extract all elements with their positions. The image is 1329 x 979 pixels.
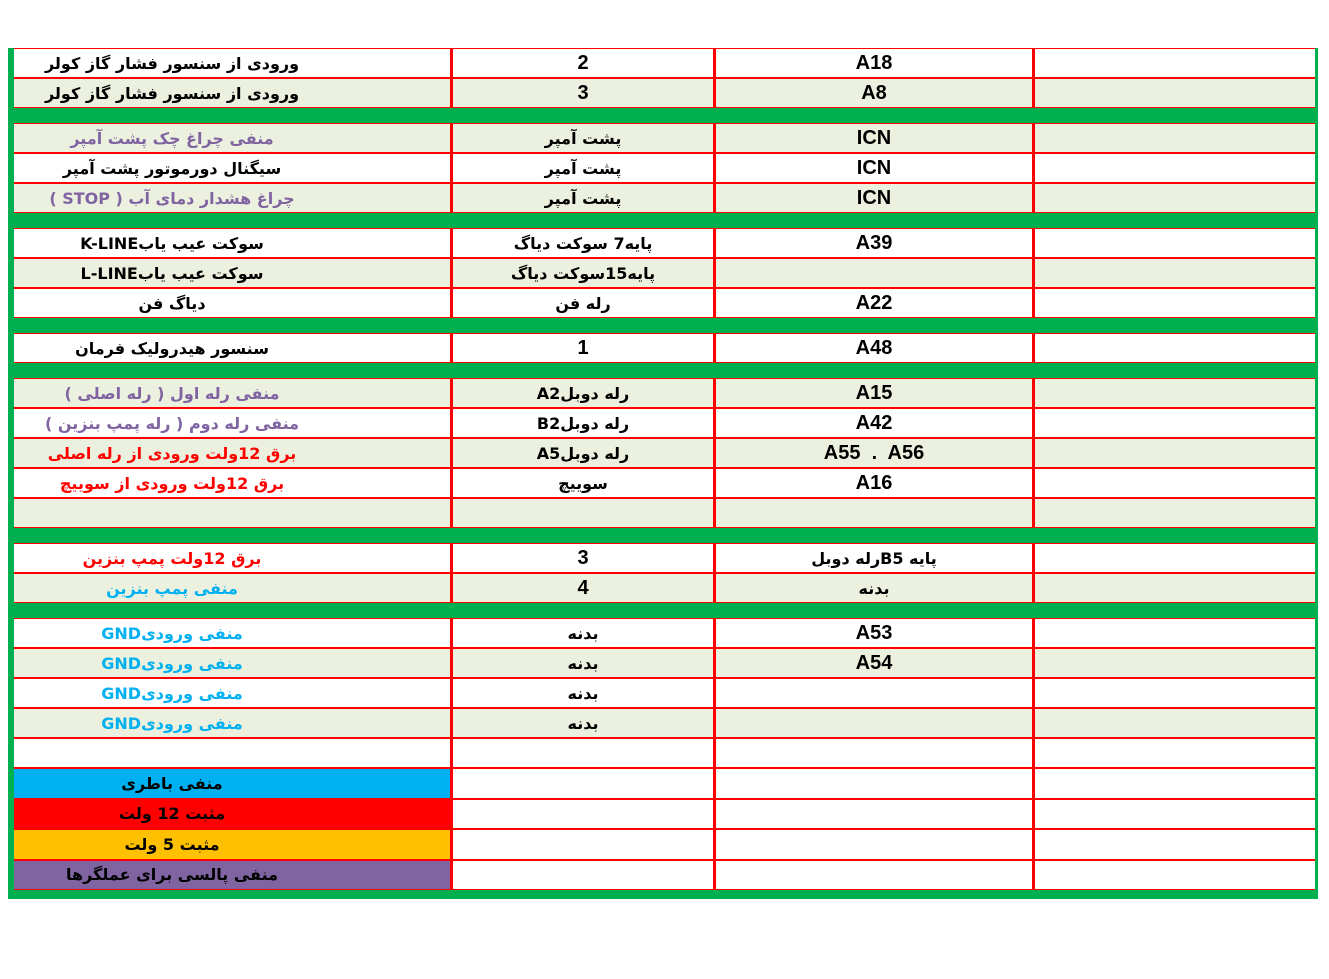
table-row [8,258,1318,288]
ecu-pin-value: بدنه [858,578,890,598]
ecu-pin-cell [713,408,1032,438]
connection-value: پایه7 سوکت دیاگ [513,233,653,253]
legend-label: مثبت 5 ولت [124,834,220,854]
legend-label-cell [14,860,450,891]
connection-cell [450,498,713,528]
connection-cell [450,799,713,830]
connection-cell [450,648,713,678]
ecu-pin-value: A15 [855,381,893,404]
legend-row [8,860,1318,891]
empty-cell [1032,768,1315,799]
table-row [8,333,1318,363]
ecu-pin-cell [713,768,1032,799]
ecu-pin-cell [713,678,1032,708]
ecu-pin-value: A16 [855,471,893,494]
pin-description: منفی چراغ چک پشت آمپر [70,128,274,148]
empty-cell [1032,408,1315,438]
description-cell [14,78,450,108]
empty-cell [1032,829,1315,860]
empty-cell [1032,618,1315,648]
pin-table [8,48,1318,899]
empty-cell [1032,573,1315,603]
connection-value: رله دوبلA5 [536,443,630,463]
connection-value: پشت آمپر [544,188,622,208]
pin-description: برق 12ولت پمپ بنزین [82,548,262,568]
description-cell [14,288,450,318]
table-row [8,228,1318,258]
pin-description: دیاگ فن [138,293,206,313]
separator-row [8,318,1318,333]
ecu-pin-cell [713,438,1032,468]
description-cell [14,183,450,213]
ecu-pin-value: A42 [855,411,893,434]
connection-value: بدنه [567,623,599,643]
description-cell [14,618,450,648]
table-row [8,498,1318,528]
table-row [8,378,1318,408]
ecu-pin-cell [713,78,1032,108]
table-row [8,618,1318,648]
ecu-pin-value: A55 . A56 [823,441,925,464]
empty-cell [1032,258,1315,288]
ecu-pin-cell [713,708,1032,738]
connection-cell [450,543,713,573]
pin-description: منفی ورودیGND [101,623,243,643]
legend-label-cell [14,829,450,860]
empty-cell [1032,183,1315,213]
table-row [8,183,1318,213]
legend-row [8,768,1318,799]
pin-description: سنسور هیدرولیک فرمان [75,338,269,358]
ecu-pin-value: A8 [861,81,887,104]
empty-cell [1032,378,1315,408]
separator-row [8,603,1318,618]
description-cell [14,498,450,528]
table-row [8,153,1318,183]
pin-description: منفی ورودیGND [101,683,243,703]
empty-cell [1032,543,1315,573]
connection-cell [450,228,713,258]
ecu-pin-cell [713,378,1032,408]
description-cell [14,408,450,438]
empty-cell [1032,78,1315,108]
table-row [8,678,1318,708]
description-cell [14,648,450,678]
connection-cell [450,333,713,363]
connection-value: بدنه [567,683,599,703]
table-row [8,543,1318,573]
table-row [8,468,1318,498]
separator-row [8,363,1318,378]
ecu-pin-value: ICN [856,186,892,209]
legend-label: منفی باطری [121,773,223,793]
connection-value: پشت آمپر [544,158,622,178]
connection-cell [450,408,713,438]
connection-cell [450,378,713,408]
connection-cell [450,48,713,78]
ecu-pin-cell [713,228,1032,258]
description-cell [14,708,450,738]
empty-cell [1032,708,1315,738]
connection-cell [450,573,713,603]
empty-cell [1032,288,1315,318]
separator-row [8,528,1318,543]
separator-row [8,108,1318,123]
connection-cell [450,708,713,738]
connection-cell [450,183,713,213]
ecu-pin-cell [713,123,1032,153]
connection-value: بدنه [567,653,599,673]
connection-cell [450,438,713,468]
description-cell [14,333,450,363]
pin-description: منفی ورودیGND [101,653,243,673]
description-cell [14,153,450,183]
connection-cell [450,678,713,708]
pin-description: منفی ورودیGND [101,713,243,733]
connection-cell [450,78,713,108]
table-row [8,648,1318,678]
pin-description: برق 12ولت ورودی از سوییچ [59,473,285,493]
connection-cell [450,288,713,318]
ecu-pin-cell [713,333,1032,363]
ecu-pin-cell [713,648,1032,678]
pin-description: چراغ هشدار دمای آب ( STOP ) [49,188,295,208]
legend-label-cell [14,799,450,830]
connection-cell [450,738,713,768]
ecu-pin-cell [713,829,1032,860]
ecu-pin-cell [713,799,1032,830]
ecu-pin-value: A39 [855,231,893,254]
table-row [8,408,1318,438]
connection-cell [450,258,713,288]
table-row [8,438,1318,468]
description-cell [14,468,450,498]
empty-cell [1032,438,1315,468]
ecu-pin-value: ICN [856,126,892,149]
ecu-pin-cell [713,183,1032,213]
connection-value: 1 [577,336,589,359]
ecu-pin-cell [713,573,1032,603]
ecu-pin-cell [713,738,1032,768]
ecu-pin-cell [713,860,1032,891]
empty-cell [1032,738,1315,768]
connection-value: 2 [577,51,589,74]
ecu-pin-cell [713,48,1032,78]
table-row [8,123,1318,153]
empty-cell [1032,648,1315,678]
connection-cell [450,829,713,860]
ecu-pin-cell [713,468,1032,498]
connection-cell [450,860,713,891]
connection-cell [450,468,713,498]
table-row [8,738,1318,768]
table-row [8,708,1318,738]
description-cell [14,573,450,603]
ecu-pin-value: ICN [856,156,892,179]
table-row [8,573,1318,603]
empty-cell [1032,860,1315,891]
ecu-pin-value: A22 [855,291,893,314]
empty-cell [1032,48,1315,78]
description-cell [14,438,450,468]
legend-label-cell [14,768,450,799]
ecu-pin-value: پایه B5رله دوبل [811,548,937,568]
pin-description: منفی رله اول ( رله اصلی ) [64,383,280,403]
empty-cell [1032,153,1315,183]
connection-value: 3 [577,81,589,104]
legend-row [8,829,1318,860]
description-cell [14,543,450,573]
ecu-pin-value: A53 [855,621,893,644]
ecu-pin-cell [713,618,1032,648]
pin-description: منفی پمپ بنزین [106,578,238,598]
connection-value: 3 [577,546,589,569]
description-cell [14,228,450,258]
separator-row [8,213,1318,228]
connection-cell [450,153,713,183]
connection-value: رله دوبلB2 [536,413,630,433]
table-row [8,48,1318,78]
connection-value: رله فن [555,293,611,313]
pin-description: سیگنال دورموتور پشت آمپر [62,158,282,178]
connection-value: پایه15سوکت دیاگ [510,263,656,283]
legend-row [8,799,1318,830]
ecu-pin-cell [713,153,1032,183]
empty-cell [1032,468,1315,498]
empty-cell [1032,498,1315,528]
description-cell [14,378,450,408]
ecu-pin-value: A48 [855,336,893,359]
empty-cell [1032,678,1315,708]
description-cell [14,738,450,768]
connection-value: سوییچ [558,473,608,493]
connection-cell [450,768,713,799]
description-cell [14,678,450,708]
ecu-pin-cell [713,543,1032,573]
ecu-pin-cell [713,498,1032,528]
description-cell [14,48,450,78]
connection-value: پشت آمپر [544,128,622,148]
pin-description: منفی رله دوم ( رله پمپ بنزین ) [44,413,300,433]
description-cell [14,123,450,153]
empty-cell [1032,799,1315,830]
pin-description: سوکت عیب یابK-LINE [80,233,264,253]
pin-description: سوکت عیب یابL-LINE [80,263,264,283]
connection-value: رله دوبلA2 [536,383,630,403]
empty-cell [1032,228,1315,258]
ecu-pin-cell [713,288,1032,318]
ecu-pin-value: A18 [855,51,893,74]
connection-value: بدنه [567,713,599,733]
empty-cell [1032,333,1315,363]
connection-cell [450,123,713,153]
connection-value: 4 [577,576,589,599]
empty-cell [1032,123,1315,153]
connection-cell [450,618,713,648]
table-row [8,78,1318,108]
ecu-pin-cell [713,258,1032,288]
ecu-pin-value: A54 [855,651,893,674]
pin-description: ورودی از سنسور فشار گاز کولر [44,83,300,103]
table-row [8,288,1318,318]
legend-label: مثبت 12 ولت [118,804,226,824]
legend-label: منفی پالسی برای عملگرها [66,865,278,885]
pin-description: ورودی از سنسور فشار گاز کولر [44,53,300,73]
description-cell [14,258,450,288]
pin-description: برق 12ولت ورودی از رله اصلی [47,443,297,463]
